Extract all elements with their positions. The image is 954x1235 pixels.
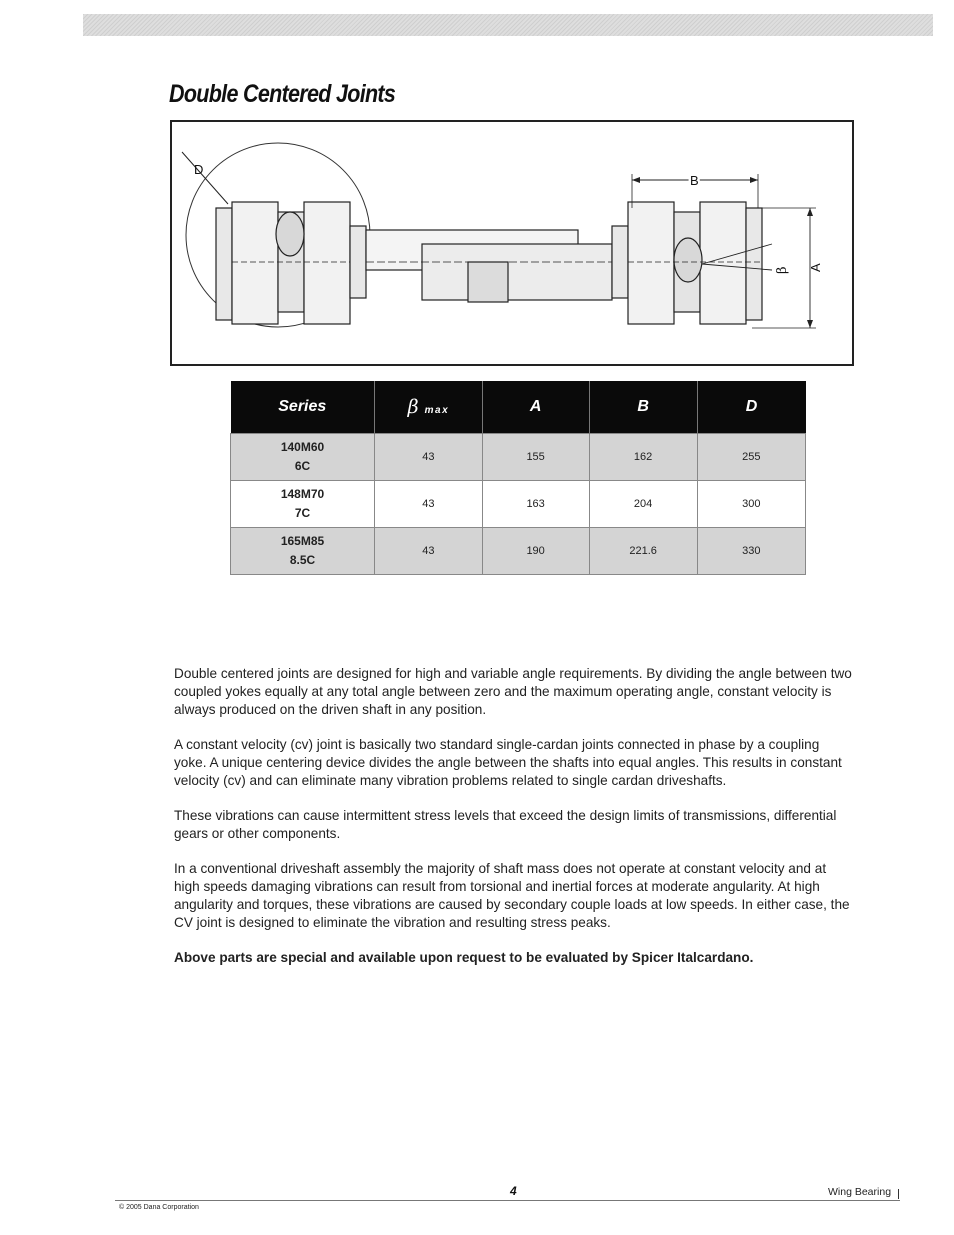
series-cell	[231, 481, 375, 528]
paragraph-4: In a conventional driveshaft assembly the majority of shaft mass does not operate at constant velocity and at high speeds damaging vibrations can result from torsional and inertial forces at moderate angularity. At high angularity and torques, these vibrations are caused by secondary couple loads at low speeds. In either case, the CV joint is designed to eliminate the vibration and resulting stress peaks.	[174, 861, 850, 930]
header-bar	[83, 14, 933, 36]
beta-cell: 43	[375, 481, 483, 528]
specifications-table	[230, 381, 806, 575]
table-row	[231, 434, 806, 481]
a-cell: 190	[482, 528, 589, 575]
series-size: 6C	[294, 459, 311, 473]
driveshaft-drawing	[172, 122, 852, 364]
beta-cell: 43	[375, 434, 483, 481]
header-beta-max	[375, 381, 483, 434]
b-cell: 221.6	[589, 528, 697, 575]
beta-cell: 43	[375, 528, 483, 575]
copyright: © 2005 Dana Corporation	[119, 1204, 199, 1211]
beta-label: β	[775, 266, 790, 274]
paragraph-3: These vibrations can cause intermittent stress levels that exceed the design limits of transmissions, differential gears or other components.	[174, 808, 837, 841]
b-cell: 204	[589, 481, 697, 528]
table-row	[231, 528, 806, 575]
header-series: Series	[231, 381, 375, 434]
paragraph-1: Double centered joints are designed for high and variable angle requirements. By dividing the angle between two coupled yokes equally at any total angle between zero and the maximum operating angle, constant velocity is always produced on the driven shaft in any position.	[174, 666, 852, 717]
shaft-body	[422, 244, 612, 300]
page-title: Double Centered Joints	[169, 80, 396, 108]
series-cell	[231, 528, 375, 575]
series-cell	[231, 434, 375, 481]
body-text	[174, 665, 854, 984]
b-label: B	[690, 173, 699, 188]
page-number: 4	[510, 1184, 517, 1198]
header-b: B	[589, 381, 697, 434]
right-flange	[746, 208, 762, 320]
a-cell: 155	[482, 434, 589, 481]
footer-divider	[115, 1200, 900, 1201]
d-label: D	[194, 162, 204, 177]
series-name: 140M60	[280, 440, 325, 454]
a-cell: 163	[482, 481, 589, 528]
driveshaft-figure	[170, 120, 854, 366]
header-a: A	[482, 381, 589, 434]
b-cell: 162	[589, 434, 697, 481]
d-cell: 300	[697, 481, 805, 528]
table-row	[231, 481, 806, 528]
a-label: A	[808, 263, 823, 272]
series-name: 165M85	[280, 534, 325, 548]
table-header-row	[231, 381, 806, 434]
d-cell: 330	[697, 528, 805, 575]
footer-tick	[898, 1189, 899, 1199]
d-leader-line	[182, 152, 228, 204]
series-size: 7C	[294, 506, 311, 520]
paragraph-2: A constant velocity (cv) joint is basically two standard single-cardan joints connected in phase by a coupling yoke. A unique centering device divides the angle between the shafts into equal angles. This results in constant velocity (cv) and can eliminate many vibration problems related to single cardan driveshafts.	[174, 737, 842, 788]
beta-symbol: β	[407, 396, 419, 418]
series-size: 8.5C	[289, 553, 316, 567]
header-d: D	[697, 381, 805, 434]
left-flange	[216, 208, 232, 320]
availability-note: Above parts are special and available upon request to be evaluated by Spicer Italcardano.	[174, 950, 754, 965]
d-cell: 255	[697, 434, 805, 481]
beta-subscript: max	[424, 405, 450, 416]
document-name: Wing Bearing	[828, 1186, 892, 1198]
series-name: 148M70	[280, 487, 325, 501]
